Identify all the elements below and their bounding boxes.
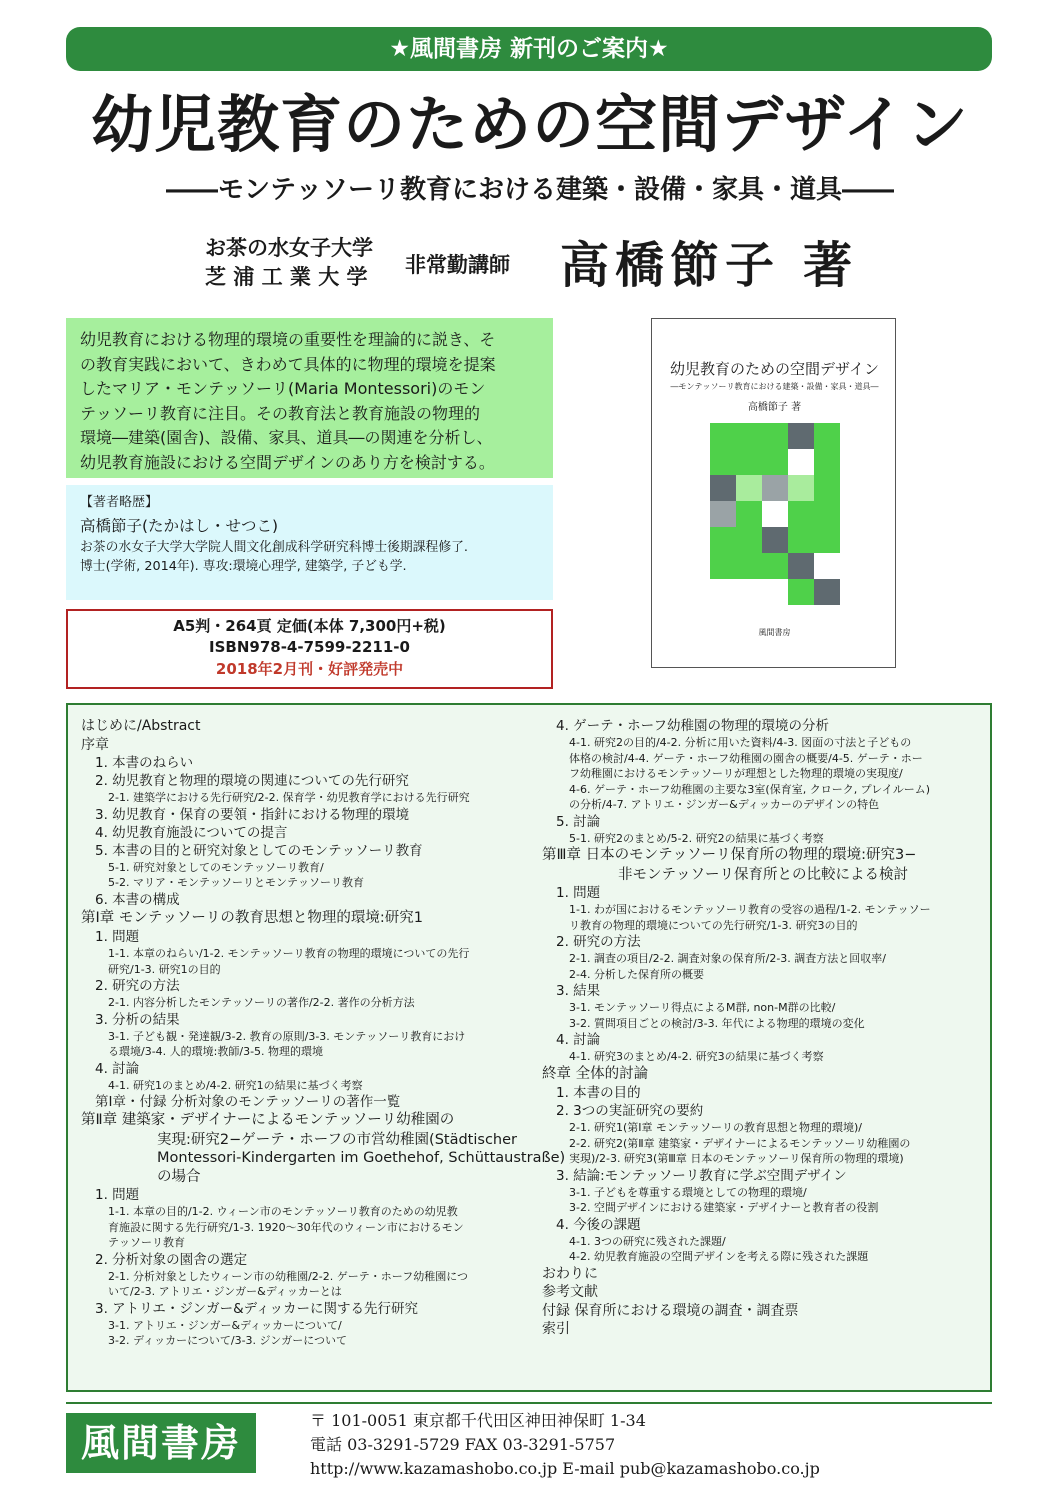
cover-tile	[762, 527, 788, 553]
toc-item: 2. 研究の方法	[95, 978, 180, 994]
cover-tile	[762, 423, 788, 449]
toc-item: 2-1. 分析対象としたウィーン市の幼稚園/2-2. ゲーテ・ホーフ幼稚園につ	[108, 1269, 468, 1283]
cover-tile	[710, 475, 736, 501]
cover-tile	[736, 475, 762, 501]
toc-item: 5-1. 研究2のまとめ/5-2. 研究2の結果に基づく考察	[569, 831, 824, 845]
profile-heading: 【著者略歴】	[80, 495, 159, 510]
toc-item: 1-1. 本章の目的/1-2. ウィーン市のモンテッソーリ教育のための幼児教	[108, 1205, 458, 1218]
toc-item: 1. 問題	[556, 885, 601, 901]
description-line: したマリア・モンテッソーリ(Maria Montessori)のモン	[80, 379, 486, 398]
toc-item: 付録 保育所における環境の調査・調査票	[542, 1302, 799, 1319]
toc-item: 3-1. 子どもを尊重する環境としての物理的環境/	[569, 1185, 807, 1199]
toc-item: 4. ゲーテ・ホーフ幼稚園の物理的環境の分析	[556, 718, 829, 734]
cover-tile	[814, 449, 840, 475]
description-line: テッソーリ教育に注目。その教育法と教育施設の物理的	[80, 403, 481, 423]
cover-tile	[788, 501, 814, 527]
toc-item: 1. 問題	[95, 929, 140, 945]
affiliation-shibaura: 芝 浦 工 業 大 学	[205, 265, 368, 289]
toc-item: 2. 幼児教育と物理的環境の関連についての先行研究	[95, 773, 409, 789]
cover-author: 高橋節子 著	[747, 402, 802, 413]
price-isbn: ISBN978-4-7599-2211-0	[209, 638, 410, 656]
toc-item: 序章	[81, 736, 109, 753]
toc-item: の分析/4-7. アトリエ・ジンガー&ディッカーのデザインの特色	[569, 798, 880, 811]
toc-item: 索引	[542, 1321, 570, 1337]
toc-item: 2-4. 分析した保育所の概要	[569, 967, 704, 981]
publisher-logo: 風間書房	[66, 1413, 256, 1473]
cover-tile	[736, 579, 762, 605]
announcement-banner: ★風間書房 新刊のご案内★	[66, 27, 992, 71]
cover-tile	[814, 527, 840, 553]
book-title: 幼児教育のための空間デザイン	[91, 88, 969, 161]
toc-item: 1-1. わが国におけるモンテッソーリ教育の受容の過程/1-2. モンテッソー	[569, 903, 931, 916]
toc-item: 4-2. 幼児教育施設の空間デザインを考える際に残された課題	[569, 1250, 869, 1263]
toc-item: いて/2-3. アトリエ・ジンガー&ディッカーとは	[108, 1285, 342, 1298]
cover-tile	[762, 475, 788, 501]
toc-item: 2-1. 内容分析したモンテッソーリの著作/2-2. 著作の分析方法	[108, 996, 415, 1009]
toc-item: の場合	[157, 1168, 201, 1185]
toc-left-column	[81, 717, 565, 1349]
cover-tile	[710, 501, 736, 527]
cover-tile	[788, 553, 814, 579]
toc-item: 6. 本書の構成	[95, 891, 180, 908]
cover-tile	[788, 449, 814, 475]
toc-item: 2-1. 調査の項目/2-2. 調査対象の保育所/2-3. 調査方法と回収率/	[569, 952, 886, 965]
cover-tile	[736, 449, 762, 475]
cover-tile	[788, 475, 814, 501]
toc-item: 3-1. 子ども観・発達観/3-2. 教育の原則/3-3. モンテッソーリ教育におけ	[108, 1029, 466, 1043]
toc-item: 第Ⅰ章・付録 分析対象のモンテッソーリの著作一覧	[95, 1094, 401, 1110]
book-description	[66, 318, 553, 478]
toc-item: 5-1. 研究対象としてのモンテッソーリ教育/	[108, 860, 324, 874]
cover-tile	[814, 553, 840, 579]
toc-chapter: 第Ⅲ章 日本のモンテッソーリ保育所の物理的環境:研究3−	[542, 847, 917, 863]
cover-tile	[710, 449, 736, 475]
cover-tile	[736, 423, 762, 449]
cover-tile	[788, 579, 814, 605]
author-profile	[66, 485, 553, 600]
toc-chapter: 第Ⅰ章 モンテッソーリの教育思想と物理的環境:研究1	[81, 909, 423, 926]
cover-tile	[710, 579, 736, 605]
toc-item: 1. 問題	[95, 1187, 140, 1203]
cover-subtitle: ―モンテッソーリ教育における建築・設備・家具・道具―	[670, 382, 879, 391]
toc-item: 4-1. 3つの研究に残された課題/	[569, 1234, 726, 1248]
price-info	[66, 609, 553, 689]
publisher-web[interactable]: http://www.kazamashobo.co.jp E-mail pub@kazamashobo.co.jp	[310, 1459, 820, 1478]
cover-tile	[762, 501, 788, 527]
toc-item: 5. 討論	[556, 813, 601, 830]
cover-tile	[814, 475, 840, 501]
cover-tile	[814, 579, 840, 605]
description-line: の教育実践において、きわめて具体的に物理的環境を提案	[80, 354, 496, 374]
toc-item: 3. 結論:モンテッソーリ教育に学ぶ空間デザイン	[556, 1167, 847, 1184]
cover-tile	[710, 423, 736, 449]
cover-tile	[762, 449, 788, 475]
toc-item: 2-1. 建築学における先行研究/2-2. 保育学・幼児教育学における先行研究	[108, 791, 470, 804]
toc-item: 研究/1-3. 研究1の目的	[108, 962, 221, 976]
toc-item: 2. 3つの実証研究の要約	[556, 1103, 704, 1119]
toc-chapter: 第Ⅱ章 建築家・デザイナーによるモンテッソーリ幼稚園の	[81, 1112, 455, 1128]
profile-line: お茶の水女子大学大学院人間文化創成科学研究科博士後期課程修了.	[80, 540, 468, 555]
price-format: A5判・264頁 定価(本体 7,300円+税)	[173, 617, 446, 635]
profile-name: 高橋節子(たかはし・せつこ)	[80, 517, 279, 535]
toc-item: リ教育の物理的環境についての先行研究/1-3. 研究3の目的	[569, 918, 858, 932]
cover-tile	[788, 527, 814, 553]
toc-item: 4-1. 研究2の目的/4-2. 分析に用いた資料/4-3. 図面の寸法と子どもの	[569, 736, 912, 749]
toc-item: 4-1. 研究3のまとめ/4-2. 研究3の結果に基づく考察	[569, 1050, 824, 1063]
cover-grid-pattern	[710, 423, 840, 605]
toc-item: 4. 討論	[95, 1060, 140, 1077]
toc-item: 育施設に関する先行研究/1-3. 1920〜30年代のウィーン市におけるモン	[108, 1220, 464, 1234]
publisher-address: 〒 101-0051 東京都千代田区神田神保町 1-34	[310, 1411, 646, 1430]
toc-item: フ幼稚園におけるモンテッソーリが理想とした物理的環境の実現度/	[569, 767, 903, 780]
toc-item: 2-1. 研究1(第Ⅰ章 モンテッソーリの教育思想と物理的環境)/	[569, 1121, 862, 1134]
toc-chapter: 終章 全体的討論	[542, 1065, 649, 1082]
toc-item: 4. 討論	[556, 1032, 601, 1048]
cover-tile	[710, 527, 736, 553]
toc-item: 非モンテッソーリ保育所との比較による検討	[618, 866, 908, 883]
description-line: 環境―建築(園舎)、設備、家具、道具―の関連を分析し、	[80, 428, 493, 447]
toc-item: 5-2. マリア・モンテッソーリとモンテッソーリ教育	[108, 876, 364, 889]
cover-publisher: 風間書房	[758, 628, 791, 637]
toc-item: 4-1. 研究1のまとめ/4-2. 研究1の結果に基づく考察	[108, 1078, 363, 1092]
profile-text	[80, 538, 545, 576]
table-of-contents	[66, 703, 992, 1392]
toc-item: 実現)/2-3. 研究3(第Ⅲ章 日本のモンテッソーリ保育所の物理的環境)	[569, 1152, 904, 1165]
toc-item: 1. 本書の目的	[556, 1085, 641, 1101]
toc-item: 実現:研究2−ゲーテ・ホーフの市営幼稚園(Städtischer	[157, 1131, 517, 1148]
toc-item: 3. アトリエ・ジンガー&ディッカーに関する先行研究	[95, 1300, 419, 1317]
footer-divider	[66, 1402, 992, 1404]
book-subtitle: ――モンテッソーリ教育における建築・設備・家具・道具――	[165, 175, 894, 205]
cover-tile	[788, 423, 814, 449]
cover-title: 幼児教育のための空間デザイン	[670, 360, 879, 378]
toc-item: 1. 本書のねらい	[95, 755, 194, 771]
release-status: 2018年2月刊・好評発売中	[215, 660, 404, 678]
toc-item: 3-1. アトリエ・ジンガー&ディッカーについて/	[108, 1318, 342, 1332]
author-role: 非常勤講師	[405, 253, 510, 277]
toc-item: 参考文献	[542, 1284, 598, 1300]
cover-tile	[710, 553, 736, 579]
toc-item: 3-2. ディッカーについて/3-3. ジンガーについて	[108, 1334, 348, 1347]
toc-item: 4. 今後の課題	[556, 1216, 641, 1233]
cover-tile	[736, 527, 762, 553]
toc-item: テッソーリ教育	[108, 1236, 185, 1249]
toc-item: 3-2. 質問項目ごとの検討/3-3. 年代による物理的環境の変化	[569, 1016, 865, 1030]
toc-item: 4-6. ゲーテ・ホーフ幼稚園の主要な3室(保育室, クローク, プレイルーム)	[569, 782, 930, 796]
toc-item: Montessori-Kindergarten im Goethehof, Schüttaustraße)	[157, 1150, 566, 1166]
toc-right-column	[542, 717, 931, 1339]
toc-item: 5. 本書の目的と研究対象としてのモンテッソーリ教育	[95, 842, 423, 859]
book-cover	[651, 318, 896, 668]
description-line: 幼児教育施設における空間デザインのあり方を検討する。	[80, 452, 495, 472]
cover-tile	[814, 423, 840, 449]
description-line: 幼児教育における物理的環境の重要性を理論的に説き、そ	[80, 330, 496, 349]
cover-tile	[736, 501, 762, 527]
toc-item: 3. 結果	[556, 983, 601, 999]
toc-item: 2. 研究の方法	[556, 934, 641, 950]
affiliation-ochanomizu: お茶の水女子大学	[205, 236, 373, 260]
toc-item: おわりに	[542, 1265, 598, 1282]
toc-item: 体格の検討/4-4. ゲーテ・ホーフ幼稚園の園舎の概要/4-5. ゲーテ・ホー	[569, 751, 923, 765]
publisher-phone: 電話 03-3291-5729 FAX 03-3291-5757	[310, 1435, 616, 1454]
toc-item: 3. 幼児教育・保育の要領・指針における物理的環境	[95, 806, 410, 823]
toc-item: 3-2. 空間デザインにおける建築家・デザイナーと教育者の役割	[569, 1201, 879, 1214]
toc-item: 2. 分析対象の園舎の選定	[95, 1251, 248, 1268]
cover-tile	[762, 579, 788, 605]
toc-item: 3-1. モンテッソーリ得点によるM群, non-M群の比較/	[569, 1001, 836, 1014]
toc-item: はじめに/Abstract	[81, 718, 201, 734]
publisher-contact	[310, 1409, 820, 1481]
cover-tile	[736, 553, 762, 579]
toc-item: 2-2. 研究2(第Ⅱ章 建築家・デザイナーによるモンテッソーリ幼稚園の	[569, 1136, 911, 1150]
toc-item: 4. 幼児教育施設についての提言	[95, 824, 288, 841]
toc-item: 3. 分析の結果	[95, 1011, 180, 1028]
profile-line: 博士(学術, 2014年). 専攻:環境心理学, 建築学, 子ども学.	[80, 559, 407, 574]
author-name: 高橋節子 著	[560, 236, 859, 294]
cover-tile	[814, 501, 840, 527]
toc-item: 1-1. 本章のねらい/1-2. モンテッソーリ教育の物理的環境についての先行	[108, 947, 470, 960]
toc-item: る環境/3-4. 人的環境:教師/3-5. 物理的環境	[108, 1045, 324, 1058]
author-affiliations	[205, 234, 373, 292]
cover-tile	[762, 553, 788, 579]
